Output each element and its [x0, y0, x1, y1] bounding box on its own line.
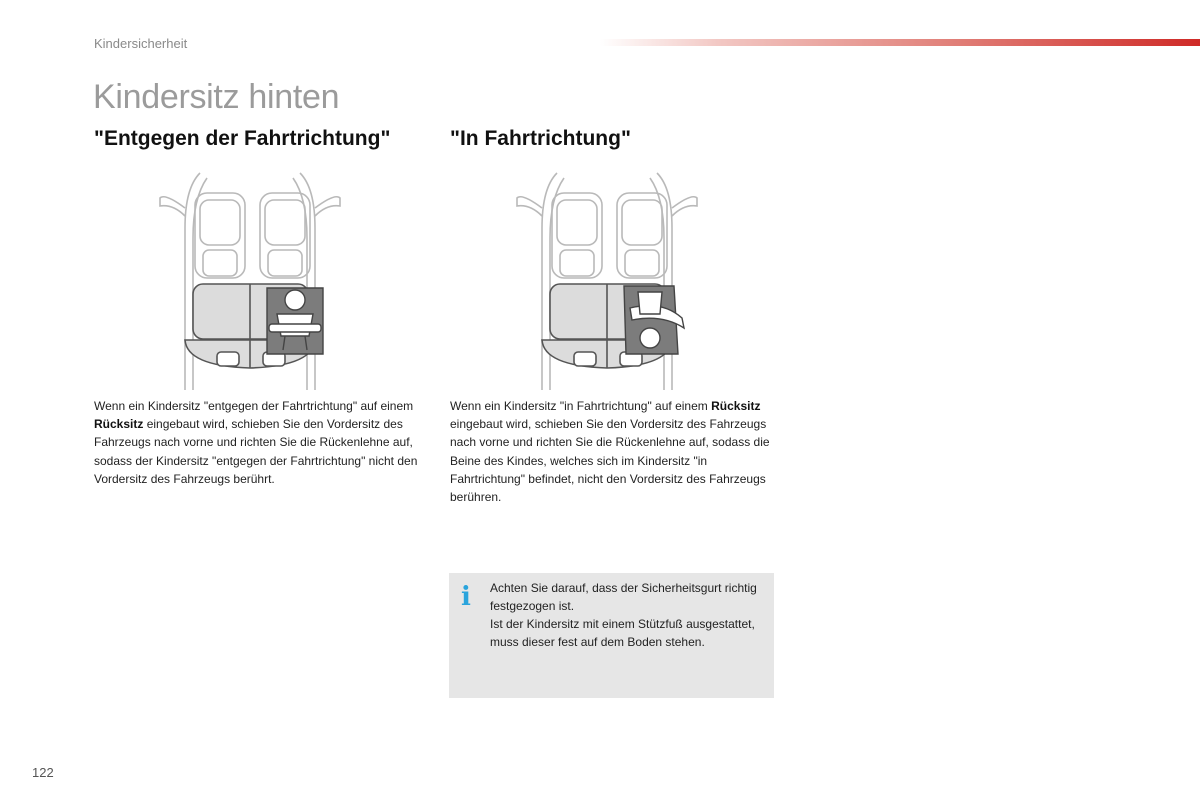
rear-seat-emphasis: Rücksitz	[94, 417, 144, 432]
forward-facing-text-start: Wenn ein Kindersitz "in Fahrtrichtung" auf einem	[450, 399, 712, 413]
section-label: Kindersicherheit	[94, 36, 188, 51]
info-note-line-2: Ist der Kindersitz mit einem Stützfuß ausgestattet, muss dieser fest auf dem Boden stehen.	[490, 617, 755, 649]
rear-facing-description	[94, 397, 424, 488]
rear-facing-text-end: eingebaut wird, schieben Sie den Vordersitz des Fahrzeugs nach vorne und richten Sie die Rückenlehne auf, sodass der Kindersitz "entgegen der Fahrtrichtung" nicht den Vordersitz des Fahrzeugs berührt.	[94, 417, 418, 486]
rear-facing-text-start: Wenn ein Kindersitz "entgegen der Fahrtrichtung" auf einem	[94, 399, 414, 413]
page-number: 122	[32, 765, 54, 780]
rear-seat-emphasis: Rücksitz	[711, 399, 761, 413]
rear-facing-seat-illustration	[155, 168, 345, 390]
info-icon: i	[461, 582, 471, 612]
header-accent-bar	[600, 39, 1200, 46]
info-note-text	[490, 579, 770, 651]
heading-forward-facing: "In Fahrtrichtung"	[450, 127, 631, 150]
page-title: Kindersitz hinten	[93, 78, 340, 116]
info-note-box	[449, 573, 774, 698]
forward-facing-seat-illustration	[512, 168, 702, 390]
heading-rear-facing: "Entgegen der Fahrtrichtung"	[94, 127, 391, 150]
info-note-line-1: Achten Sie darauf, dass der Sicherheitsgurt richtig festgezogen ist.	[490, 581, 757, 613]
forward-facing-description	[450, 397, 780, 506]
forward-facing-text-end: eingebaut wird, schieben Sie den Vordersitz des Fahrzeugs nach vorne und richten Sie die Rückenlehne auf, sodass die Beine des Kindes, welches sich im Kindersitz "in Fahrtrichtung" befindet, nicht den Vordersitz des Fahrzeugs berühren.	[450, 417, 770, 505]
